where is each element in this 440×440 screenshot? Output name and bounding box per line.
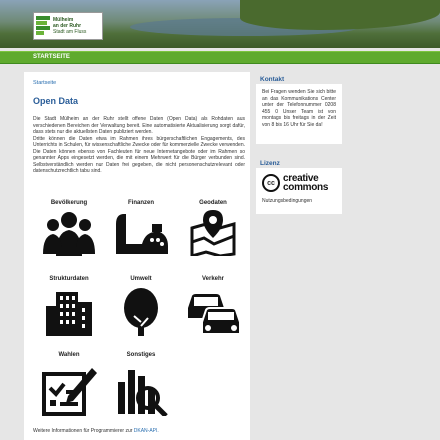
people-icon xyxy=(40,210,98,256)
intro-text xyxy=(33,116,245,175)
building-icon xyxy=(40,286,98,336)
cc-word-creative: creative xyxy=(283,173,319,184)
page-title: Open Data xyxy=(33,96,79,106)
category-label: Bevölkerung xyxy=(50,200,88,206)
footer-note xyxy=(33,428,159,434)
category-sonstiges[interactable] xyxy=(109,352,173,416)
category-label: Wahlen xyxy=(58,352,80,358)
dkan-api-link[interactable]: DKAN-API. xyxy=(133,428,159,434)
logo-line3: Stadt am Fluss xyxy=(53,29,87,35)
category-strukturdaten[interactable] xyxy=(37,276,101,336)
category-label: Sonstiges xyxy=(126,352,156,358)
category-label: Umwelt xyxy=(130,276,152,282)
category-label: Finanzen xyxy=(127,200,154,206)
cc-word-commons: commons xyxy=(283,182,329,193)
category-umwelt[interactable] xyxy=(109,276,173,336)
lizenz-title: Lizenz xyxy=(260,160,280,167)
header-banner xyxy=(0,0,440,48)
cash-register-icon xyxy=(112,210,170,256)
tree-icon xyxy=(112,286,170,336)
category-finanzen[interactable] xyxy=(109,200,173,256)
breadcrumb[interactable]: Startseite xyxy=(33,80,57,86)
category-wahlen[interactable] xyxy=(37,352,101,416)
category-label: Strukturdaten xyxy=(49,276,89,282)
sidebar xyxy=(256,72,416,440)
category-geodaten[interactable] xyxy=(181,200,245,256)
cc-icon: cc xyxy=(262,174,280,192)
map-pin-icon xyxy=(184,210,242,256)
logo-mark-icon xyxy=(36,16,50,36)
logo-line1: Mülheim xyxy=(53,17,74,23)
lizenz-box xyxy=(256,168,342,214)
cc-wordmark xyxy=(283,174,328,192)
nutzungsbedingungen-link[interactable]: Nutzungsbedingungen xyxy=(262,198,313,204)
category-label: Geodaten xyxy=(199,200,227,206)
kontakt-title: Kontakt xyxy=(260,76,285,83)
logo-line2: an der Ruhr xyxy=(53,23,82,29)
kontakt-box: Bei Fragen wenden Sie sich bitte an das Kommunikations Center unter der Telefonnummer 0208 455 0 Unser Team ist von montags bis freitags in der Zeit von 8 bis 16 Uhr für Sie da! xyxy=(256,84,342,144)
category-label: Verkehr xyxy=(201,276,225,282)
intro-paragraph-2: Dritte können die Daten etwa im Rahmen ihres bürgerschaftlichen Engagements, des Unterrichts in Schulen, für wissenschaftliche Zwecke oder für kommerzielle Zwecke verwenden. Die Daten können ebenso von Fachleuten für neue Internetangebote oder im Rahmen so genannter Apps eingesetzt werden, die mit einem Mehrwert für die Bürger verbunden sind. Selbstverständlich werden nur Daten frei gegeben, die nicht personenschutzrelevant oder datenschutzrechtlich tabu sind. xyxy=(33,135,245,174)
ballot-icon xyxy=(40,362,98,416)
chart-search-icon xyxy=(112,362,170,416)
main-nav xyxy=(0,51,440,64)
intro-paragraph-1: Die Stadt Mülheim an der Ruhr stellt offene Daten (Open Data) als Rohdaten aus verschiedenen Bereichen der Verwaltung bereit. Eine automatisierte Aktualisierung sorgt dafür, dass stets nur die aktuellsten Daten publiziert werden. xyxy=(33,116,245,135)
footer-text: Weitere Informationen für Programmierer zur xyxy=(33,428,133,434)
creative-commons-logo[interactable] xyxy=(262,174,336,192)
banner-hill xyxy=(240,0,440,30)
logo-text xyxy=(53,17,86,35)
city-logo[interactable] xyxy=(33,12,103,40)
main-content xyxy=(24,72,250,440)
nav-item-startseite[interactable]: STARTSEITE xyxy=(33,54,70,60)
cars-icon xyxy=(182,286,244,336)
category-bevoelkerung[interactable] xyxy=(37,200,101,256)
category-verkehr[interactable] xyxy=(181,276,245,336)
